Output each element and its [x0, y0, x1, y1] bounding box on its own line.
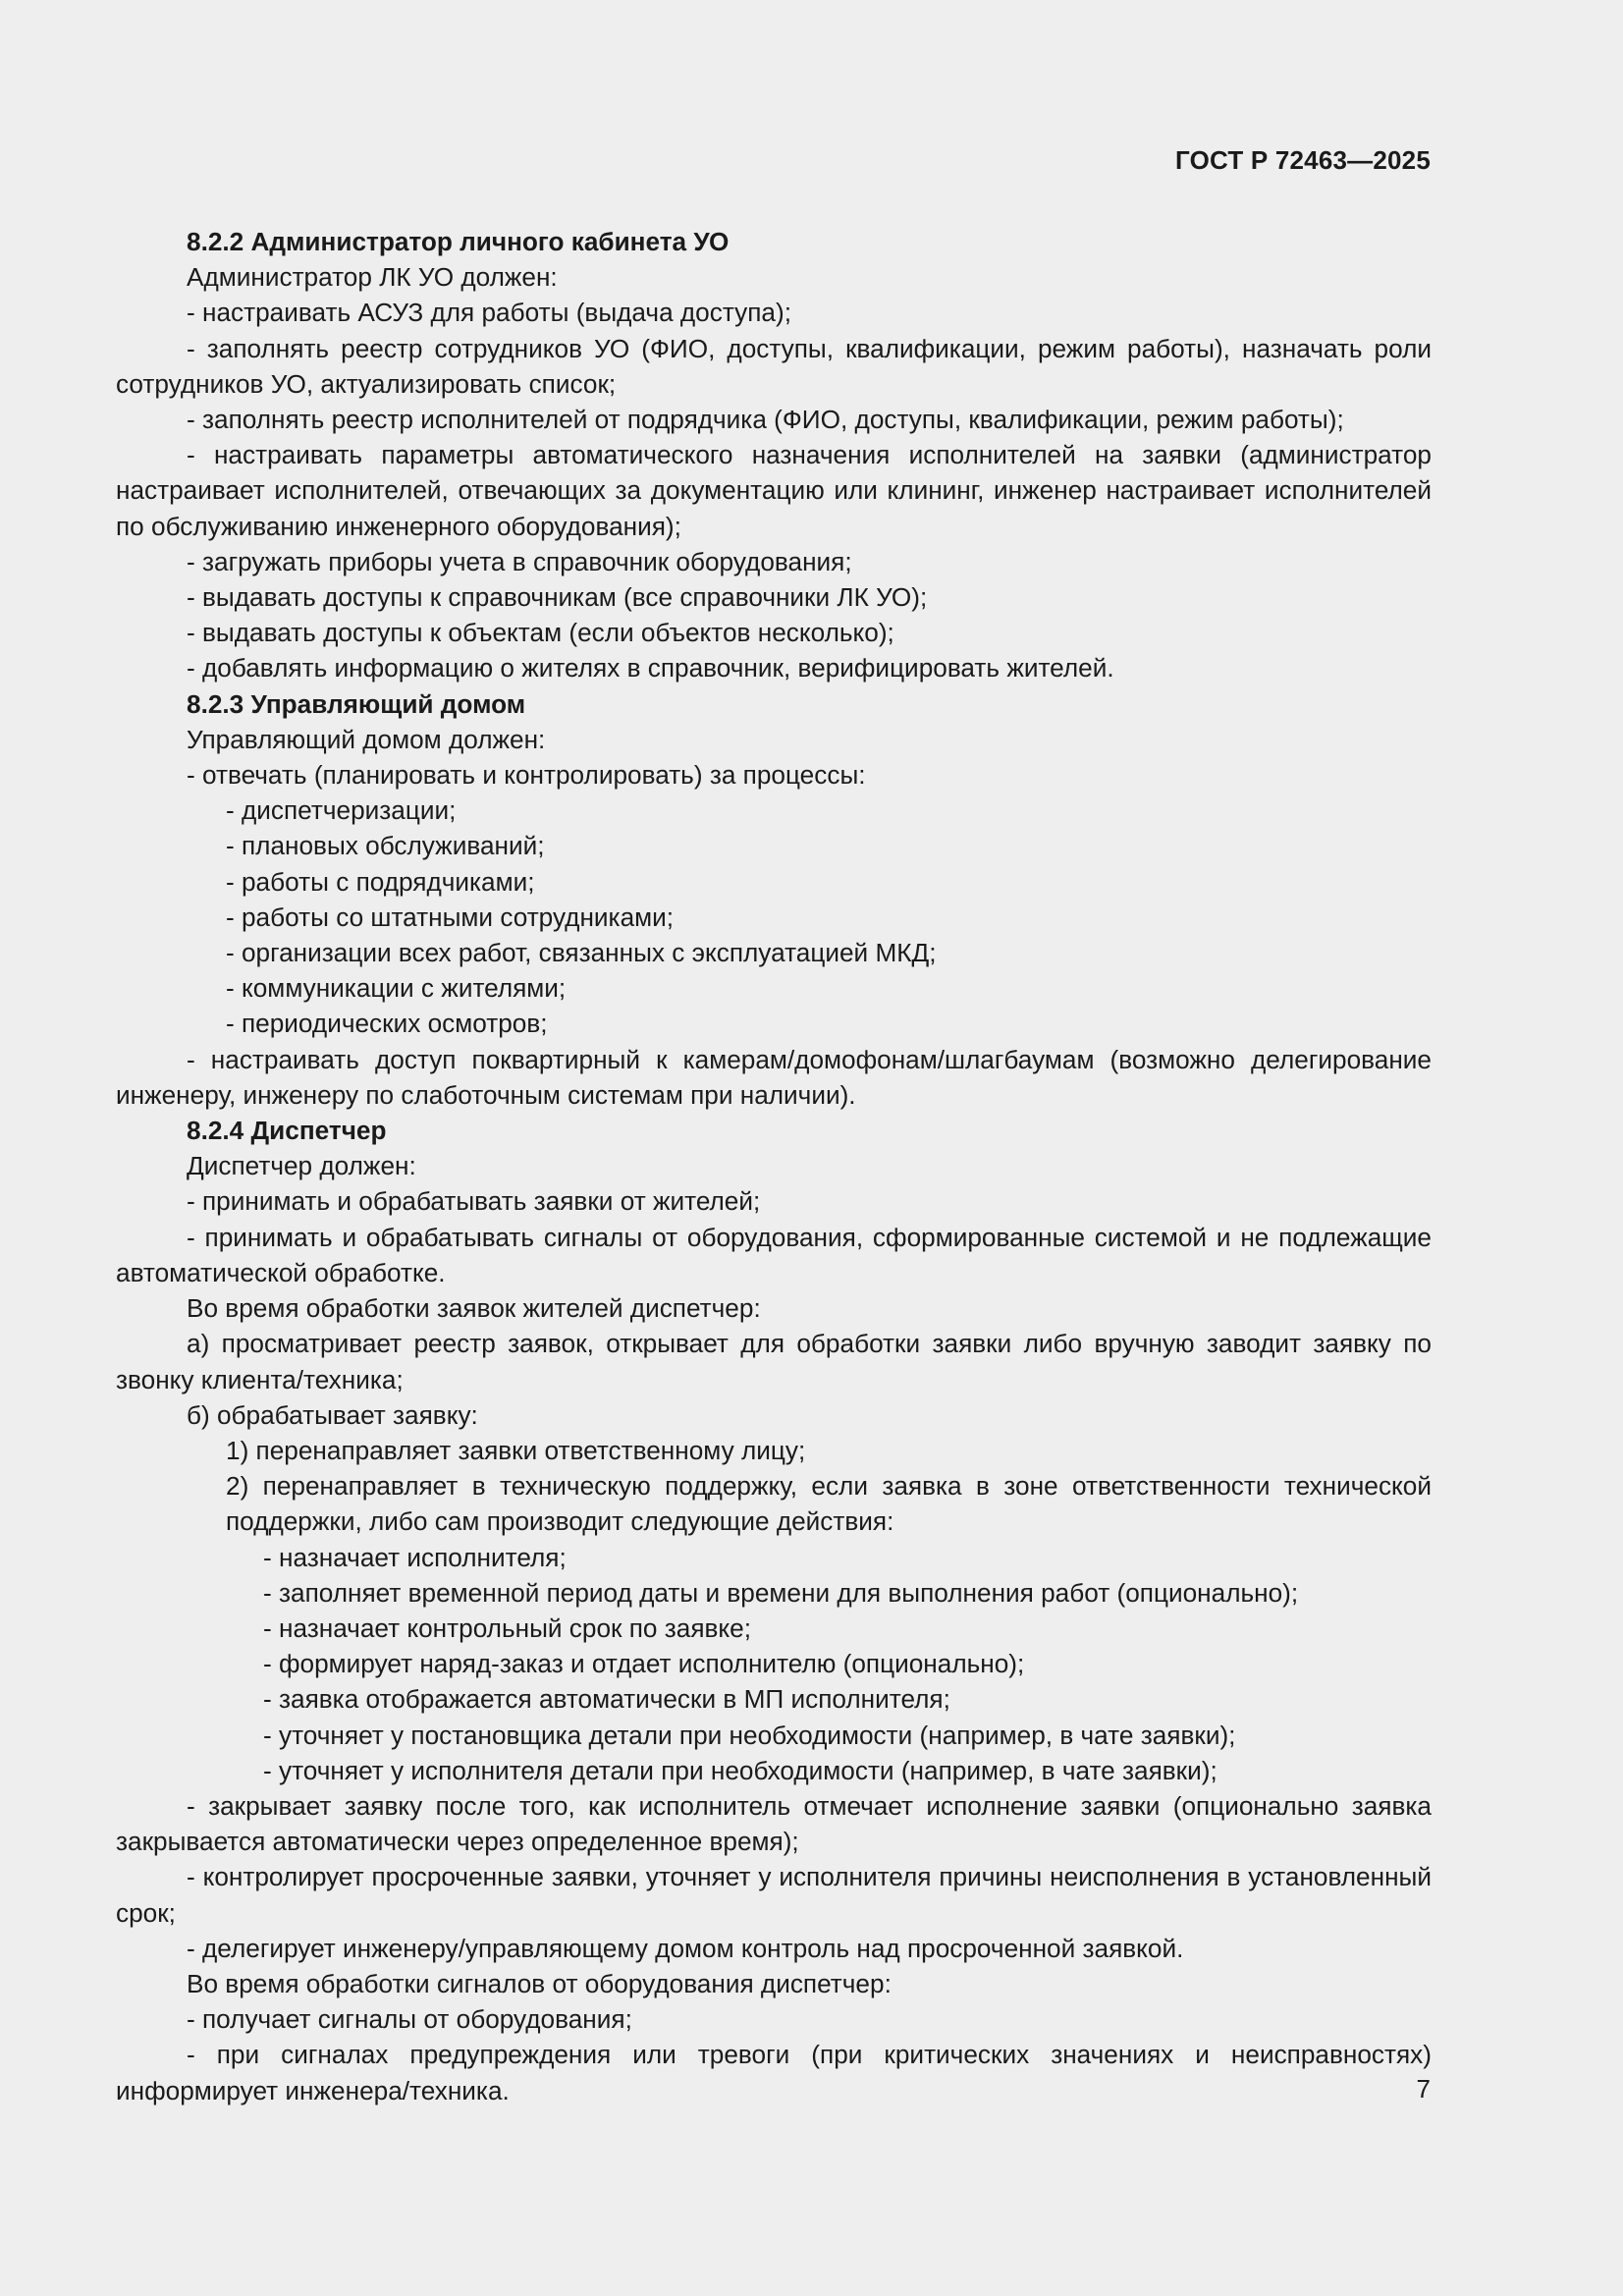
list-item: - настраивать АСУЗ для работы (выдача доступа); [187, 298, 791, 328]
action-item: - заявка отображается автоматически в МП исполнителя; [263, 1684, 950, 1715]
document-body [116, 224, 1432, 2108]
list-item: - выдавать доступы к справочникам (все справочники ЛК УО); [187, 582, 928, 613]
section-intro: Диспетчер должен: [187, 1151, 416, 1181]
section-intro: Управляющий домом должен: [187, 724, 546, 754]
section-heading-8-2-2: 8.2.2 Администратор личного кабинета УО [187, 227, 730, 256]
step-b-1: 1) перенаправляет заявки ответственному лицу; [226, 1435, 806, 1465]
list-item: - отвечать (планировать и контролировать) за процессы: [187, 760, 866, 791]
sub-list-item: - организации всех работ, связанных с эксплуатацией МКД; [226, 938, 937, 968]
action-item: - назначает исполнителя; [263, 1542, 567, 1572]
sub-list-item: - диспетчеризации; [226, 795, 457, 826]
list-item: - заполнять реестр сотрудников УО (ФИО, доступы, квалификации, режим работы), назначать роли сотрудников УО, актуализировать список; [116, 333, 1432, 399]
list-item: - при сигналах предупреждения или тревоги (при критических значениях и неисправностях) информирует инженера/техника. [116, 2040, 1432, 2105]
paragraph: Во время обработки заявок жителей диспетчер: [187, 1293, 761, 1324]
list-item: - добавлять информацию о жителях в справочник, верифицировать жителей. [187, 653, 1114, 683]
section-intro: Администратор ЛК УО должен: [187, 262, 558, 293]
list-item: - заполнять реестр исполнителей от подрядчика (ФИО, доступы, квалификации, режим работы); [187, 405, 1344, 435]
list-item: - принимать и обрабатывать сигналы от оборудования, сформированные системой и не подлежащие автоматической обработке. [116, 1222, 1432, 1287]
sub-list-item: - коммуникации с жителями; [226, 973, 567, 1004]
step-b-2: 2) перенаправляет в техническую поддержку, если заявка в зоне ответственности технической поддержки, либо сам производит следующие действия: [226, 1471, 1432, 1537]
step-b: б) обрабатывает заявку: [187, 1399, 478, 1430]
sub-list-item: - периодических осмотров; [226, 1009, 548, 1039]
action-item: - уточняет у постановщика детали при необходимости (например, в чате заявки); [263, 1720, 1236, 1750]
sub-list-item: - работы со штатными сотрудниками; [226, 902, 675, 932]
list-item: - принимать и обрабатывать заявки от жителей; [187, 1186, 761, 1217]
list-item: - загружать приборы учета в справочник оборудования; [187, 546, 852, 576]
section-heading-8-2-3: 8.2.3 Управляющий домом [187, 688, 526, 719]
document-code: ГОСТ Р 72463—2025 [1175, 145, 1431, 175]
list-item: - настраивать параметры автоматического назначения исполнителей на заявки (администратор настраивает исполнителей, отвечающих за документацию или клининг, инженер настраивает исполнителей по обслуживанию инженерного оборудования); [116, 440, 1432, 541]
action-item: - заполняет временной период даты и времени для выполнения работ (опционально); [263, 1577, 1299, 1608]
list-item: - получает сигналы от оборудования; [187, 2004, 632, 2035]
page-number: 7 [1416, 2074, 1431, 2104]
list-item: - выдавать доступы к объектам (если объектов несколько); [187, 618, 894, 648]
sub-list-item: - работы с подрядчиками; [226, 866, 535, 897]
section-heading-8-2-4: 8.2.4 Диспетчер [187, 1116, 387, 1146]
action-item: - формирует наряд-заказ и отдает исполнителю (опционально); [263, 1649, 1025, 1679]
action-item: - уточняет у исполнителя детали при необходимости (например, в чате заявки); [263, 1755, 1217, 1785]
paragraph: Во время обработки сигналов от оборудования диспетчер: [187, 1968, 892, 1998]
sub-list-item: - плановых обслуживаний; [226, 831, 545, 861]
list-item: - контролирует просроченные заявки, уточняет у исполнителя причины неисполнения в установленный срок; [116, 1862, 1432, 1928]
list-item: - настраивать доступ поквартирный к камерам/домофонам/шлагбаумам (возможно делегирование инженеру, инженеру по слаботочным системам при наличии). [116, 1044, 1432, 1110]
list-item: - делегирует инженеру/управляющему домом контроль над просроченной заявкой. [187, 1933, 1184, 1963]
list-item: - закрывает заявку после того, как исполнитель отмечает исполнение заявки (опционально заявка закрывается автоматически через определенное время); [116, 1790, 1432, 1857]
step-a: а) просматривает реестр заявок, открывает для обработки заявки либо вручную заводит заявку по звонку клиента/техника; [116, 1329, 1432, 1394]
action-item: - назначает контрольный срок по заявке; [263, 1613, 752, 1643]
